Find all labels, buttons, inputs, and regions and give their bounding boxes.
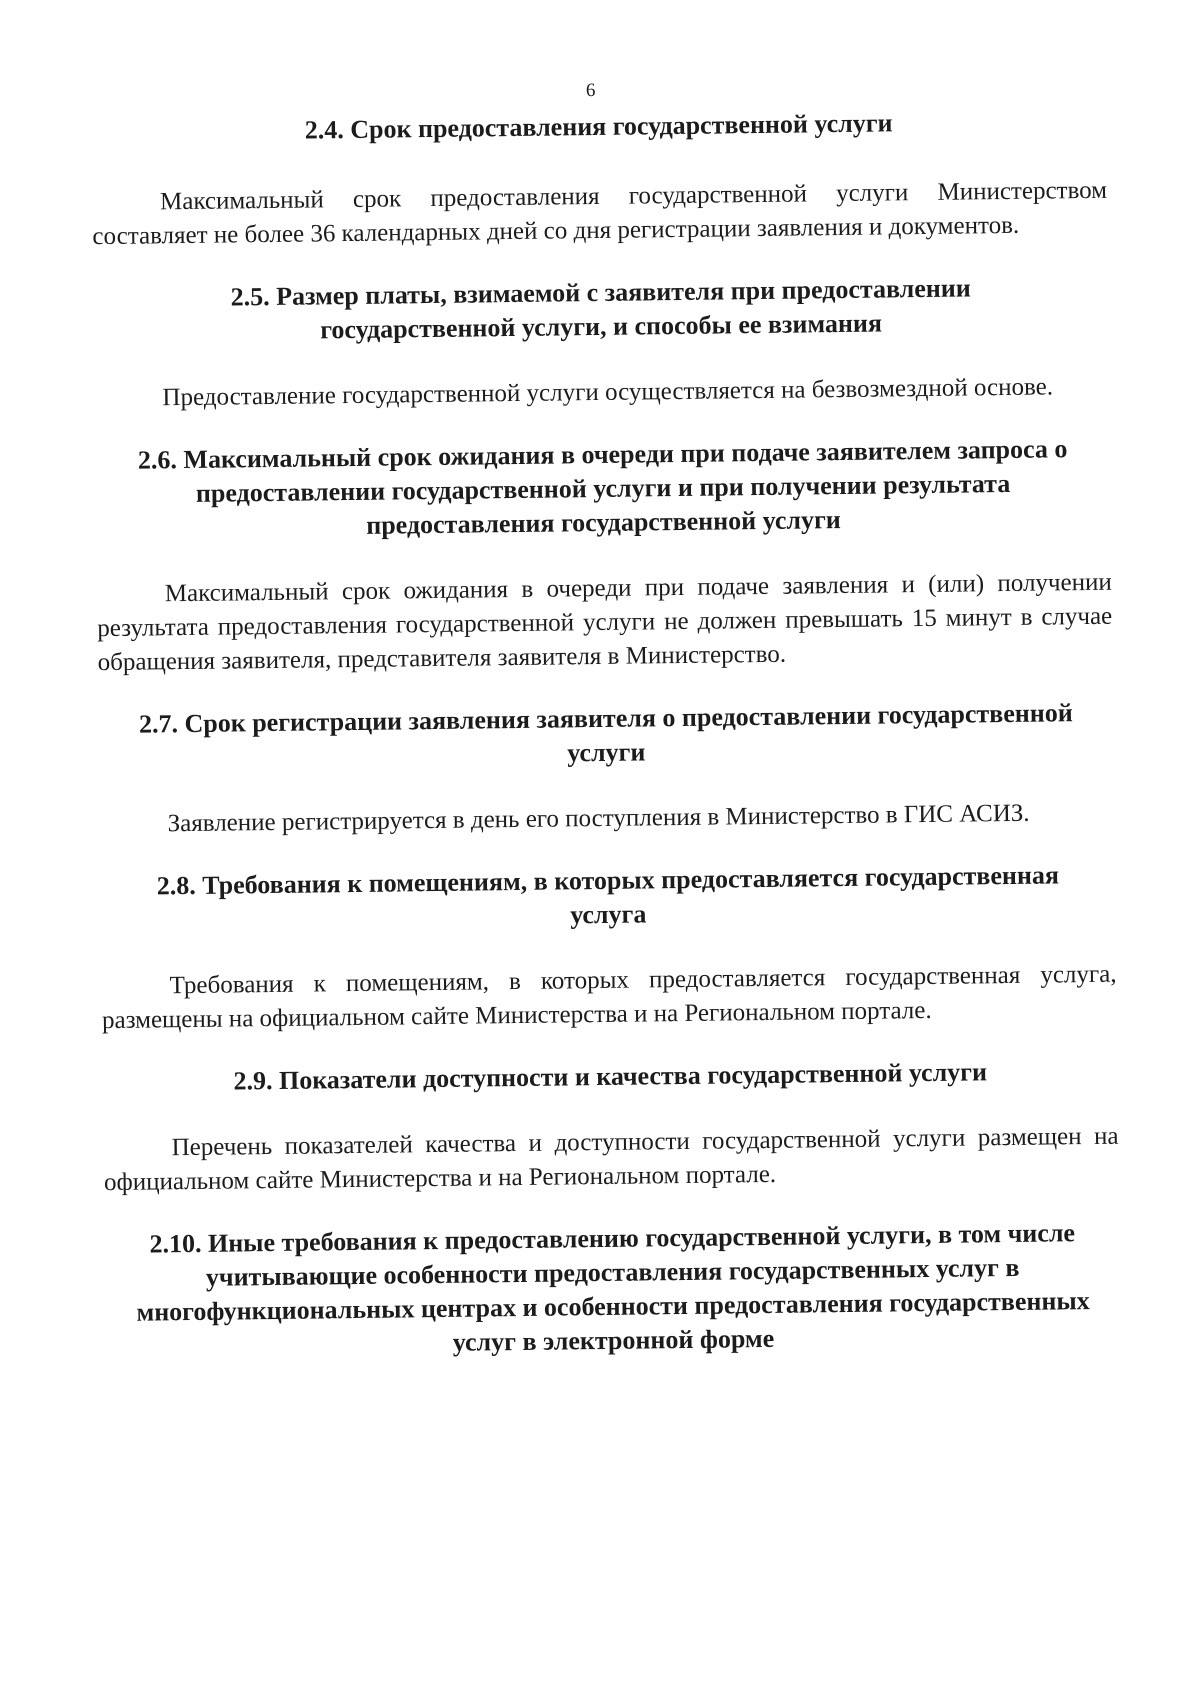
section-2-10	[105, 1216, 1122, 1364]
section-heading-2-7: 2.7. Срок регистрации заявления заявителя о предоставлении государственной услуги	[138, 698, 1073, 768]
section-heading-2-9: 2.9. Показатели доступности и качества государственной услуги	[233, 1057, 988, 1096]
section-2-8	[100, 858, 1117, 1038]
section-body-2-9: Перечень показателей качества и доступности государственной услуги размещен на официальном сайте Министерства и на Региональном портале.	[103, 1122, 1119, 1197]
section-body-2-5: Предоставление государственной услуги осуществляется на безвозмездной основе.	[162, 373, 1054, 412]
section-body-2-7: Заявление регистрируется в день его поступления в Министерство в ГИС АСИЗ.	[167, 799, 1030, 838]
document-content	[91, 104, 1122, 1396]
section-2-4	[91, 104, 1108, 254]
section-body-2-8: Требования к помещениям, в которых предоставляется государственная услуга, размещены на официальном сайте Министерства и на Региональном портале.	[101, 960, 1117, 1035]
section-body-2-6: Максимальный срок ожидания в очереди при подаче заявления и (или) получении результата предоставления государственной услуги не должен превышать 15 минут в случае обращения заявителя, представителя заявителя в Министерство.	[97, 568, 1113, 677]
section-body-2-4: Максимальный срок предоставления государственной услуги Министерством составляет не более 36 календарных дней со дня регистрации заявления и документов.	[92, 176, 1108, 251]
section-heading-2-8: 2.8. Требования к помещениям, в которых предоставляется государственная услуга	[156, 860, 1060, 930]
section-2-6	[95, 432, 1113, 680]
section-heading-2-10: 2.10. Иные требования к предоставлению государственной услуги, в том числе учитывающие особенности предоставления государственных услуг в многофункциональных центрах и особенности предоставления государственных услуг в электронной форме	[136, 1218, 1090, 1357]
section-2-9	[103, 1054, 1120, 1200]
section-heading-2-5: 2.5. Размер платы, взимаемой с заявителя при предоставлении государственной услуги, и способы ее взимания	[230, 273, 971, 345]
section-2-7	[98, 696, 1115, 842]
section-2-5	[93, 270, 1110, 416]
section-heading-2-6: 2.6. Максимальный срок ожидания в очереди при подаче заявителем запроса о предоставлении государственной услуги и при получении результата предоставления государственной услуги	[137, 434, 1068, 540]
section-heading-2-4: 2.4. Срок предоставления государственной услуги	[304, 108, 893, 145]
page-number: 6	[585, 79, 596, 102]
